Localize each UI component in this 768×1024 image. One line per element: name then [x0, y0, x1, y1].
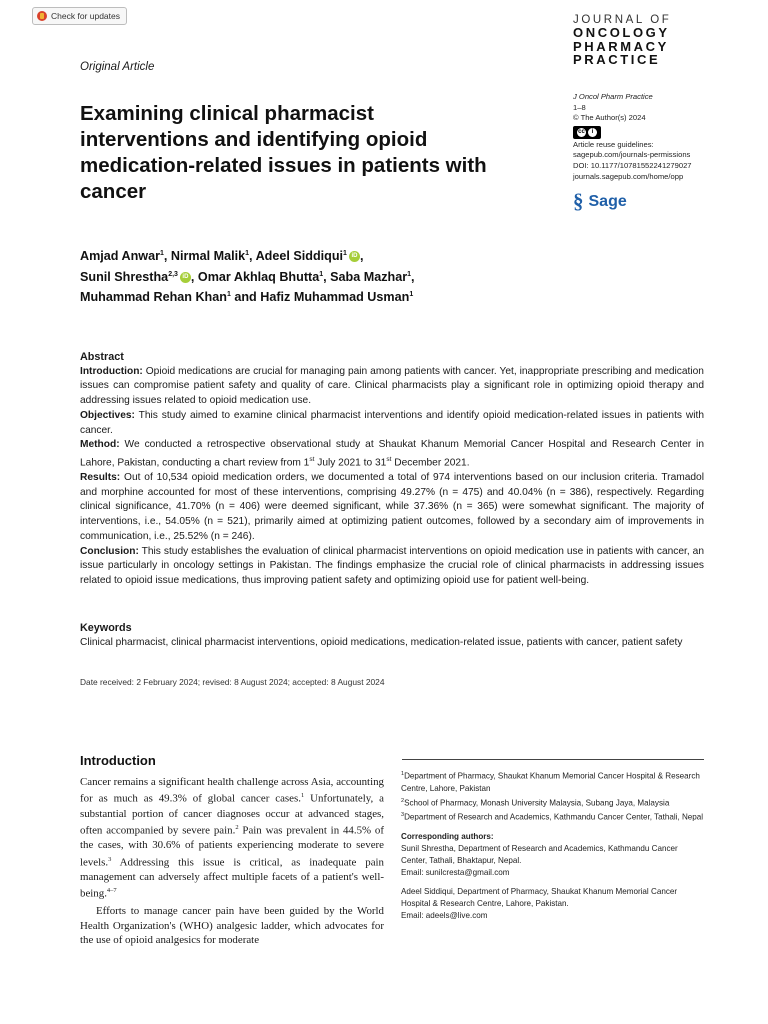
- abstract: [80, 350, 704, 589]
- journal-line-1: JOURNAL OF: [573, 14, 672, 26]
- abstract-objectives-label: Objectives:: [80, 409, 135, 421]
- citation-ref[interactable]: 2: [235, 823, 239, 831]
- publication-info: [573, 92, 692, 182]
- check-for-updates-button[interactable]: [32, 7, 127, 25]
- affiliation-marker: 2: [401, 797, 405, 804]
- corresponding-email-1[interactable]: Email: sunilcresta@gmail.com: [401, 868, 510, 878]
- abstract-conclusion-text: This study establishes the evaluation of clinical pharmacist interventions on opioid medication use in patients with cancer, an issue particularly in oncology settings in Pakistan. The findings emphasize the crucial role of clinical pharmacists in addressing issues related to opioid issue medications, thus improving patient safety and optimizing opioid use for patient well-being.: [80, 545, 704, 586]
- keywords-heading: Keywords: [80, 622, 132, 634]
- author-affiliation-marker: 1: [226, 291, 231, 299]
- corresponding-heading: Corresponding authors:: [401, 832, 494, 842]
- publisher-name: Sage: [588, 192, 627, 210]
- citation: J Oncol Pharm Practice: [573, 92, 653, 101]
- corresponding-author-1: Sunil Shrestha, Department of Research and Academics, Kathmandu Cancer Center, Tathali, Bhaktapur, Nepal.: [401, 844, 678, 866]
- author-separator: ,: [323, 269, 331, 284]
- author-separator: ,: [190, 269, 198, 284]
- author-name[interactable]: Hafiz Muhammad Usman: [260, 290, 410, 305]
- journal-homepage-link[interactable]: journals.sagepub.com/home/opp: [573, 171, 684, 181]
- abstract-introduction-label: Introduction:: [80, 365, 143, 377]
- creative-commons-icon: cc i: [573, 126, 601, 139]
- abstract-results-text: Out of 10,534 opioid medication orders, we documented a total of 974 interventions based on our inclusion criteria. Tramadol and morphine accounted for most of these interventions, comprising 49.27% (n = 475) and 40.04% (n = 386), respectively. Regarding clinical significance, 41.70% (n = 406) were deemed significant, while 37.36% (n = 365) were somewhat significant. The majority of interventions, i.e., 54.05% (n = 521), primarily aimed at optimizing patient outcomes, followed by a secondary aim of improvements in communication, i.e., 25.52% (n = 246).: [80, 472, 704, 542]
- author-name[interactable]: Sunil Shrestha: [80, 269, 169, 284]
- affiliation-marker: 1: [401, 771, 405, 777]
- intro-text: Cancer remains a significant health challenge across Asia, accounting for as much as 49.3% of global cancer cases.: [80, 776, 384, 806]
- introduction-heading: Introduction: [80, 753, 156, 768]
- author-affiliation-marker: 1: [245, 250, 250, 257]
- article-type: Original Article: [80, 61, 155, 73]
- abstract-introduction-text: Opioid medications are crucial for managing pain among patients with cancer. Yet, inappropriate prescribing and medication issues can compromise patient safety and quality of care. Clinical pharmacists play a significant role in optimizing opioid therapy and addressing issues related to opioid medication use.: [80, 365, 704, 407]
- abstract-heading: Abstract: [80, 351, 124, 363]
- author-affiliation-marker: 2,3: [168, 270, 178, 278]
- sage-logo-icon: §: [573, 189, 584, 213]
- journal-masthead: [573, 14, 671, 67]
- abstract-method-text-c: December 2021.: [391, 457, 470, 469]
- journal-line-2: ONCOLOGY: [573, 25, 670, 41]
- abstract-introduction: [80, 365, 704, 409]
- abstract-objectives: [80, 409, 704, 438]
- abstract-objectives-text: This study aimed to examine clinical pharmacist interventions and identify opioid medication-related issues in patients with cancer.: [80, 409, 704, 436]
- author-separator: ,: [359, 249, 364, 264]
- intro-text: Addressing this issue is critical, as inadequate pain management can adversely affect multiple facets of a patient's well-being.: [80, 856, 384, 900]
- author-affiliation-marker: 1: [343, 250, 347, 257]
- keywords: [80, 621, 704, 650]
- author-separator: ,: [163, 249, 171, 264]
- doi-link[interactable]: DOI: 10.1177/10781552241279027: [573, 160, 692, 170]
- abstract-method-text-b: July 2021 to 31: [314, 457, 387, 469]
- footnote-divider: [402, 759, 704, 760]
- citation-ref[interactable]: 1: [300, 792, 305, 800]
- author-name[interactable]: Adeel Siddiqui: [255, 249, 344, 264]
- citation-ref[interactable]: 3: [108, 855, 112, 863]
- abstract-method: [80, 438, 704, 471]
- abstract-method-sup-1: st: [309, 455, 315, 463]
- introduction-paragraph-2: Efforts to manage cancer pain have been guided by the World Health Organization's (WHO) analgesic ladder, which advocates for the use of opioid analgesics for moderate: [80, 905, 384, 947]
- citation-ref[interactable]: 4–7: [106, 887, 117, 895]
- author-list: [80, 245, 540, 307]
- abstract-method-label: Method:: [80, 439, 120, 451]
- affiliation-text: Department of Research and Academics, Kathmandu Cancer Center, Tathali, Nepal: [404, 813, 704, 823]
- affiliation-3: [401, 809, 705, 824]
- author-affiliation-marker: 1: [409, 291, 414, 299]
- abstract-conclusion-label: Conclusion:: [80, 545, 139, 557]
- author-name[interactable]: Nirmal Malik: [170, 249, 246, 264]
- intro-text: Pain was prevalent in 44.5% of the cases, with 30.6% of patients experiencing moderate to severe levels.: [80, 824, 385, 869]
- orcid-icon[interactable]: iD: [180, 272, 191, 283]
- abstract-method-sup-2: st: [386, 455, 392, 463]
- affiliation-marker: 3: [401, 812, 405, 819]
- abstract-results-label: Results:: [80, 472, 121, 484]
- affiliation-text: School of Pharmacy, Monash University Malaysia, Subang Jaya, Malaysia: [404, 798, 670, 808]
- abstract-conclusion: [80, 545, 704, 589]
- article-dates: Date received: 2 February 2024; revised: 8 August 2024; accepted: 8 August 2024: [80, 677, 385, 687]
- journal-line-4: PRACTICE: [573, 52, 661, 68]
- author-affiliation-marker: 1: [319, 270, 324, 278]
- abstract-method-text-a: We conducted a retrospective observational study at Shaukat Khanum Memorial Cancer Hospital and Research Center in Lahore, Pakistan, conducting a chart review from 1: [80, 439, 704, 469]
- affiliations: [401, 768, 705, 922]
- intro-text: Unfortunately, a substantial portion of cancer diagnoses occur at advanced stages, often accompanied by severe pain.: [80, 793, 384, 837]
- article-title: Examining clinical pharmacist interventions and identifying opioid medication-related issues in patients with cancer: [80, 102, 487, 203]
- crossmark-icon: [37, 11, 47, 21]
- reuse-label: Article reuse guidelines:: [573, 139, 654, 149]
- author-separator: ,: [411, 269, 415, 284]
- reuse-link[interactable]: sagepub.com/journals-permissions: [573, 150, 691, 160]
- check-for-updates-label: Check for updates: [51, 11, 120, 21]
- corresponding-email-2[interactable]: Email: adeels@live.com: [401, 911, 488, 921]
- abstract-results: [80, 471, 704, 545]
- introduction-body: [80, 775, 384, 947]
- author-affiliation-marker: 1: [160, 250, 164, 257]
- author-separator: and: [230, 290, 261, 305]
- author-name[interactable]: Saba Mazhar: [330, 269, 408, 284]
- orcid-icon[interactable]: iD: [349, 251, 360, 262]
- journal-line-3: PHARMACY: [573, 38, 669, 54]
- publisher-logo: [573, 191, 627, 212]
- affiliation-2: [401, 795, 705, 810]
- introduction-paragraph-1: [80, 775, 384, 901]
- author-separator: ,: [249, 249, 256, 264]
- affiliation-1: [401, 768, 705, 795]
- author-name[interactable]: Omar Akhlaq Bhutta: [197, 269, 320, 284]
- keywords-text: Clinical pharmacist, clinical pharmacist interventions, opioid medications, medication-related issue, patients with cancer, patient safety: [80, 636, 683, 648]
- copyright: © The Author(s) 2024: [573, 113, 646, 123]
- page-range: 1–8: [573, 102, 586, 112]
- corresponding-author-2: Adeel Siddiqui, Department of Pharmacy, Shaukat Khanum Memorial Cancer Hospital & Research Centre, Lahore, Pakistan.: [401, 887, 678, 909]
- author-name[interactable]: Muhammad Rehan Khan: [80, 290, 227, 305]
- author-name[interactable]: Amjad Anwar: [80, 249, 161, 264]
- author-affiliation-marker: 1: [407, 270, 412, 278]
- affiliation-text: Department of Pharmacy, Shaukat Khanum Memorial Cancer Hospital & Research Centre, Lahore, Pakistan: [401, 771, 700, 793]
